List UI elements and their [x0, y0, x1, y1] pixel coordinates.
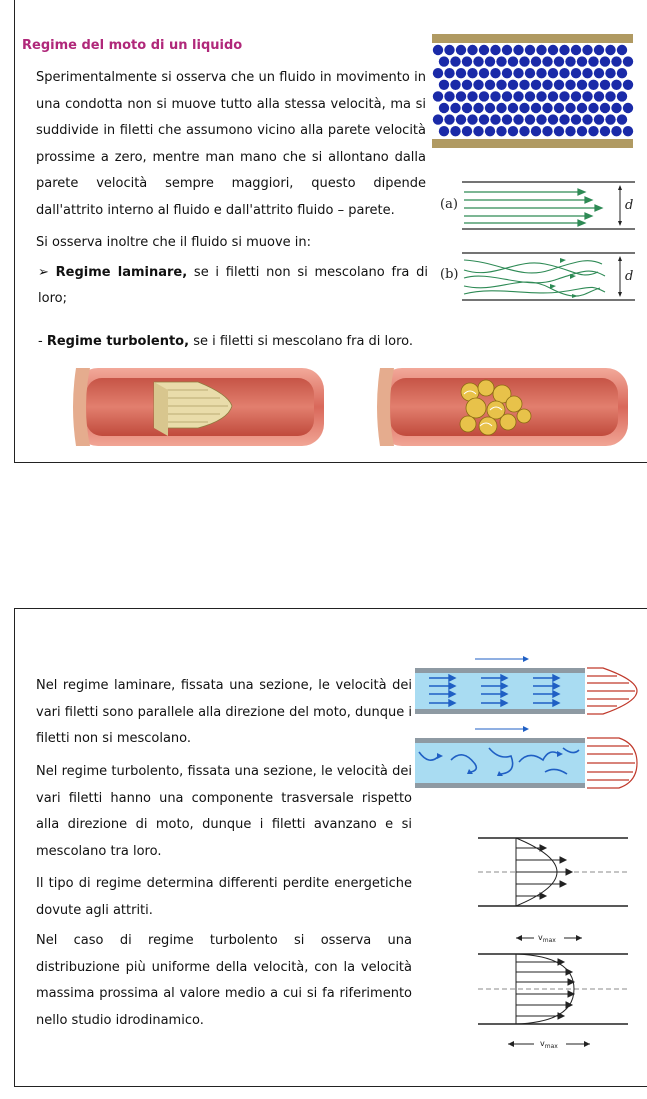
- particle: [519, 80, 529, 90]
- particle: [582, 45, 592, 55]
- particle: [467, 68, 477, 78]
- pipe-particles-diagram: [432, 34, 633, 148]
- laminar-pipe-diagram: [415, 656, 640, 726]
- particle: [450, 56, 460, 66]
- particle: [565, 56, 575, 66]
- particle: [617, 91, 627, 101]
- particle: [605, 91, 615, 101]
- particle: [588, 80, 598, 90]
- particle: [502, 114, 512, 124]
- particle: [490, 91, 500, 101]
- particle: [542, 126, 552, 136]
- particle: [433, 45, 443, 55]
- particle: [462, 126, 472, 136]
- particle: [433, 68, 443, 78]
- particle: [571, 45, 581, 55]
- diameter-label-b: d: [625, 269, 634, 284]
- particle: [502, 91, 512, 101]
- particle: [473, 103, 483, 113]
- particle: [594, 91, 604, 101]
- particle: [588, 56, 598, 66]
- particle: [600, 56, 610, 66]
- particle: [508, 56, 518, 66]
- laminar-paragraph: Nel regime laminare, fissata una sezione, le velocità dei vari filetti sono parallele alla direzione del moto, dunque i filetti non si mescolano.: [36, 678, 412, 746]
- particle: [456, 68, 466, 78]
- particle: [473, 80, 483, 90]
- particle: [554, 103, 564, 113]
- particle: [513, 114, 523, 124]
- turbulent-paragraph: Nel regime turbolento, fissata una sezione, le velocità dei vari filetti hanno una componente trasversale rispetto alla direzione di moto, dunque i filetti avanzano e si mescolano tra loro.: [36, 764, 412, 859]
- particle: [485, 80, 495, 90]
- particle: [433, 114, 443, 124]
- diameter-label-a: d: [625, 198, 634, 213]
- particle: [479, 114, 489, 124]
- particle: [623, 56, 633, 66]
- particle: [582, 91, 592, 101]
- particle: [559, 114, 569, 124]
- particle: [490, 45, 500, 55]
- particle: [485, 126, 495, 136]
- particle: [479, 45, 489, 55]
- particle: [623, 103, 633, 113]
- diagram-a-label: (a): [440, 197, 458, 212]
- particle: [496, 80, 506, 90]
- laminar-bullet: [38, 260, 428, 312]
- particle: [525, 45, 535, 55]
- particle: [554, 56, 564, 66]
- arrow-bullet-icon: ➢: [38, 265, 49, 280]
- vessel-turbulent-illustration: [372, 364, 634, 450]
- particle: [623, 80, 633, 90]
- laminar-streamlines-diagram: [440, 178, 640, 234]
- particle: [467, 114, 477, 124]
- vessel-laminar-illustration: [68, 364, 330, 450]
- particle: [565, 80, 575, 90]
- parabolic-velocity-profile: [478, 834, 638, 946]
- particle: [439, 80, 449, 90]
- laminar-text: se i filetti non si mescolano fra di loro;: [38, 265, 428, 306]
- turbulent-bullet: [38, 329, 438, 355]
- particle: [485, 103, 495, 113]
- observe-sentence: Si osserva inoltre che il fluido si muove in:: [36, 235, 312, 250]
- particle: [594, 45, 604, 55]
- particle: [600, 103, 610, 113]
- particle: [496, 126, 506, 136]
- particle: [577, 80, 587, 90]
- particle: [513, 91, 523, 101]
- particle: [519, 56, 529, 66]
- particle: [554, 80, 564, 90]
- pipe-wall-top: [432, 34, 633, 43]
- particle: [456, 114, 466, 124]
- particle: [577, 126, 587, 136]
- dash-bullet-icon: -: [38, 334, 43, 349]
- particle: [542, 56, 552, 66]
- particle: [536, 68, 546, 78]
- particle: [571, 114, 581, 124]
- particle: [571, 91, 581, 101]
- particle: [582, 68, 592, 78]
- particle: [450, 103, 460, 113]
- particle: [617, 68, 627, 78]
- particle: [513, 45, 523, 55]
- particle: [450, 80, 460, 90]
- particle: [623, 126, 633, 136]
- particle: [444, 114, 454, 124]
- particle: [462, 80, 472, 90]
- intro-paragraph: Sperimentalmente si osserva che un fluido in movimento in una condotta non si muove tutto alla stessa velocità, ma si suddivide in filetti che assumono vicino alla parete velocità prossime a zero, mentre man mano che si allontano dalla parete velocità sempre maggiori, questo dipende dall'attrito interno al fluido e dall'attrito fluido – parete.: [36, 70, 426, 218]
- particle: [531, 80, 541, 90]
- particle: [605, 114, 615, 124]
- particle: [456, 45, 466, 55]
- particle: [594, 68, 604, 78]
- turbulent-pipe-diagram: [415, 726, 640, 796]
- particle: [536, 91, 546, 101]
- particle: [525, 91, 535, 101]
- particle: [508, 126, 518, 136]
- particle: [473, 56, 483, 66]
- particle: [600, 80, 610, 90]
- particle: [502, 68, 512, 78]
- turbulent-streamlines-diagram: [440, 250, 640, 306]
- particle: [548, 68, 558, 78]
- particle: [433, 91, 443, 101]
- particle: [467, 91, 477, 101]
- particle: [531, 126, 541, 136]
- particle: [559, 68, 569, 78]
- particle: [531, 103, 541, 113]
- particle: [473, 126, 483, 136]
- pipe-wall-bottom: [432, 139, 633, 148]
- particle: [605, 68, 615, 78]
- particle: [611, 103, 621, 113]
- particle: [559, 91, 569, 101]
- diagram-b-label: (b): [440, 267, 459, 282]
- particle: [611, 80, 621, 90]
- turbulent-profile-paragraph: Nel caso di regime turbolento si osserva una distribuzione più uniforme della velocità, con la velocità massima prossima al valore medio a cui si fa riferimento nello studio idrodinamico.: [36, 933, 412, 1028]
- particle: [617, 45, 627, 55]
- particle: [479, 91, 489, 101]
- particle: [577, 103, 587, 113]
- particle: [513, 68, 523, 78]
- particle: [548, 114, 558, 124]
- particle: [542, 103, 552, 113]
- particle: [554, 126, 564, 136]
- particle: [565, 126, 575, 136]
- slide-title: Regime del moto di un liquido: [22, 38, 243, 53]
- particle: [617, 114, 627, 124]
- particle: [439, 56, 449, 66]
- particle: [525, 114, 535, 124]
- particle: [444, 45, 454, 55]
- particle: [462, 103, 472, 113]
- particle: [444, 68, 454, 78]
- laminar-term: Regime laminare,: [55, 265, 188, 280]
- fluid-particles: [433, 45, 633, 137]
- particle: [519, 126, 529, 136]
- particle: [502, 45, 512, 55]
- particle: [536, 45, 546, 55]
- particle: [450, 126, 460, 136]
- particle: [594, 114, 604, 124]
- vmax-label-2: $v_{max}$: [540, 1039, 558, 1050]
- particle: [531, 56, 541, 66]
- particle: [456, 91, 466, 101]
- particle: [582, 114, 592, 124]
- particle: [444, 91, 454, 101]
- turbulent-term: Regime turbolento,: [46, 334, 190, 349]
- particle: [485, 56, 495, 66]
- particle: [611, 126, 621, 136]
- particle: [519, 103, 529, 113]
- particle: [542, 80, 552, 90]
- vmax-label-1: $v_{max}$: [538, 933, 556, 944]
- energy-paragraph: Il tipo di regime determina differenti perdite energetiche dovute agli attriti.: [36, 876, 412, 918]
- particle: [571, 68, 581, 78]
- particle: [462, 56, 472, 66]
- particle: [536, 114, 546, 124]
- particle: [525, 68, 535, 78]
- particle: [548, 91, 558, 101]
- particle: [588, 103, 598, 113]
- particle: [496, 56, 506, 66]
- particle: [439, 103, 449, 113]
- particle: [588, 126, 598, 136]
- turbulent-text: se i filetti si mescolano fra di loro.: [189, 334, 414, 349]
- particle: [508, 80, 518, 90]
- particle: [611, 56, 621, 66]
- particle: [559, 45, 569, 55]
- particle: [439, 126, 449, 136]
- particle: [479, 68, 489, 78]
- particle: [490, 68, 500, 78]
- particle: [565, 103, 575, 113]
- particle: [548, 45, 558, 55]
- particle: [490, 114, 500, 124]
- particle: [600, 126, 610, 136]
- particle: [496, 103, 506, 113]
- particle: [508, 103, 518, 113]
- particle: [577, 56, 587, 66]
- particle: [605, 45, 615, 55]
- flat-velocity-profile: [478, 950, 638, 1058]
- particle: [467, 45, 477, 55]
